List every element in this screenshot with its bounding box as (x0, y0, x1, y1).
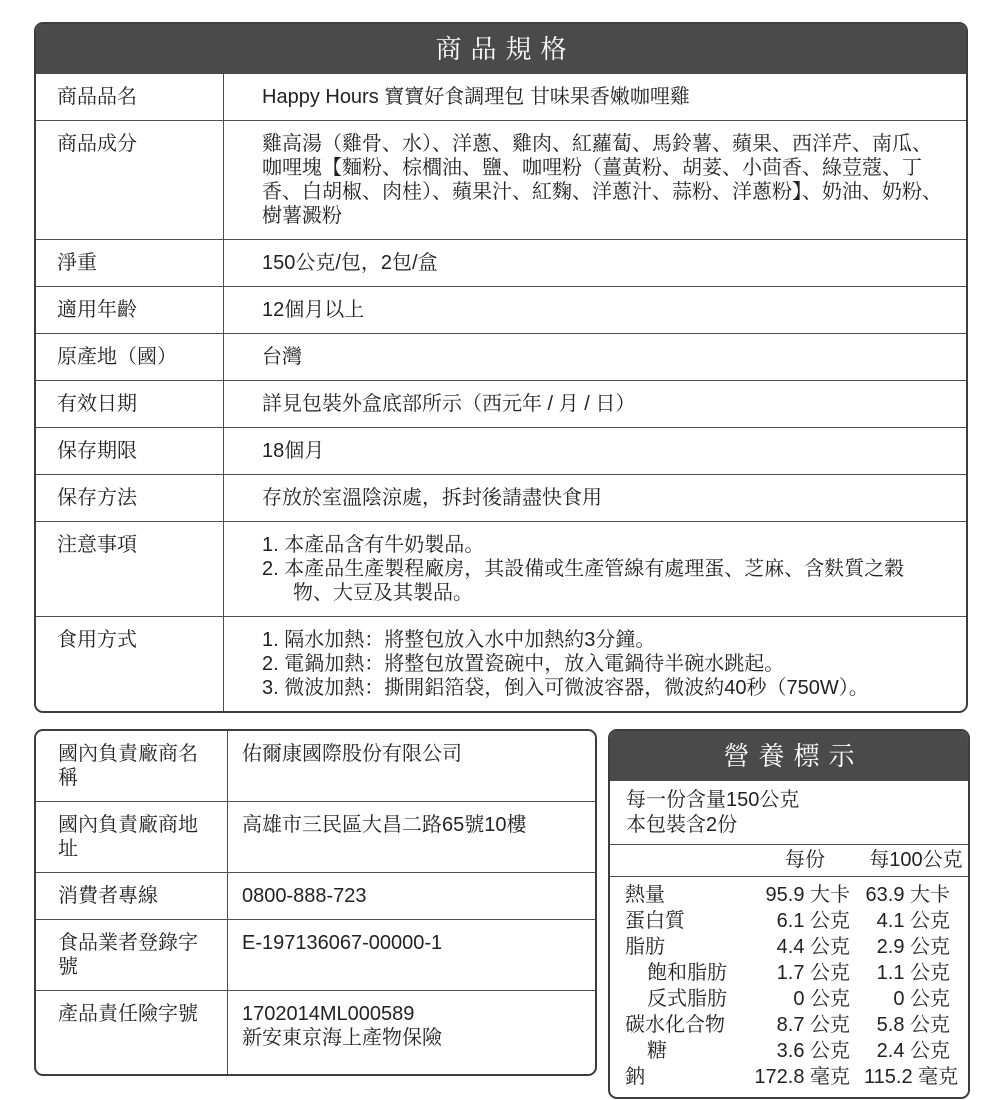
servings-per-pack-line: 本包裝含2份 (626, 814, 738, 836)
company-info-row-label: 國內負責廠商名稱 (36, 731, 228, 801)
spec-row (36, 474, 966, 521)
nutrient-name: 脂肪 (625, 936, 665, 958)
per-100g-value: 5.8 公克 (876, 1014, 950, 1036)
spec-row-content: 台灣 (262, 346, 302, 368)
bottom-section (34, 729, 968, 1099)
per-100g-value: 1.1 公克 (876, 962, 950, 984)
company-info-row (36, 801, 595, 872)
spec-table-title: 商品規格 (36, 24, 966, 74)
nutrition-column-headers (610, 845, 968, 877)
company-info-row (36, 990, 595, 1074)
nutrition-table (608, 729, 970, 1099)
per-serving-value: 3.6 公克 (776, 1040, 850, 1062)
company-info-row (36, 731, 595, 801)
spec-row-label: 有效日期 (36, 381, 224, 427)
spec-row-label: 商品成分 (36, 121, 224, 239)
company-info-rows (36, 731, 595, 1074)
spec-row-label: 原產地（國） (36, 334, 224, 380)
spec-row-line: 1. 隔水加熱：將整包放入水中加熱約3分鐘。 (262, 629, 656, 651)
company-info-table (34, 729, 597, 1076)
spec-row (36, 239, 966, 286)
nutrient-name: 鈉 (625, 1066, 645, 1088)
spec-row-label: 適用年齡 (36, 287, 224, 333)
per-100g-value: 0 公克 (893, 988, 950, 1010)
company-info-row-label: 國內負責廠商地址 (36, 802, 228, 872)
per-100g-value: 2.9 公克 (876, 936, 950, 958)
spec-row (36, 616, 966, 711)
spec-row-line: 3. 微波加熱：撕開鋁箔袋，倒入可微波容器，微波約40秒（750W）。 (262, 677, 869, 699)
spec-row-content (224, 617, 966, 711)
nutrient-name: 蛋白質 (625, 910, 685, 932)
spec-row-content: 18個月 (262, 440, 325, 462)
nutrition-row (610, 1064, 968, 1090)
nutrition-table-title: 營養標示 (610, 731, 968, 781)
nutrition-row (610, 960, 968, 986)
spec-row-content: 詳見包裝外盒底部所示（西元年 / 月 / 日） (262, 393, 636, 415)
nutrient-name: 熱量 (625, 884, 665, 906)
spec-row-content: Happy Hours 寶寶好食調理包 甘味果香嫩咖哩雞 (262, 86, 690, 108)
spec-table-rows (36, 74, 966, 711)
nutrition-serving-info (610, 781, 968, 845)
nutrition-row (610, 986, 968, 1012)
spec-row (36, 333, 966, 380)
nutrient-name: 反式脂肪 (647, 988, 727, 1010)
per-serving-value: 1.7 公克 (776, 962, 850, 984)
spec-row-label: 食用方式 (36, 617, 224, 711)
company-info-row-content: E-197136067-00000-1 (242, 932, 443, 954)
spec-row-content (224, 522, 966, 616)
spec-row-label: 保存期限 (36, 428, 224, 474)
nutrition-row (610, 908, 968, 934)
per-serving-column-header: 每份 (785, 849, 825, 871)
spec-row (36, 74, 966, 120)
spec-row-content: 150公克/包，2包/盒 (262, 252, 438, 274)
per-100g-value: 4.1 公克 (876, 910, 950, 932)
per-serving-value: 0 公克 (793, 988, 850, 1010)
per-100g-value: 2.4 公克 (876, 1040, 950, 1062)
spec-row-content: 雞高湯（雞骨、水）、洋蔥、雞肉、紅蘿蔔、馬鈴薯、蘋果、西洋芹、南瓜、咖哩塊【麵粉、棕櫚油、鹽、咖哩粉（薑黃粉、胡荽、小茴香、綠荳蔻、丁香、白胡椒、肉桂）、蘋果汁、紅麴、洋蔥汁、蒜粉、洋蔥粉】、奶油、奶粉、樹薯澱粉 (262, 133, 942, 227)
nutrition-row (610, 1012, 968, 1038)
per-serving-value: 4.4 公克 (776, 936, 850, 958)
per-serving-value: 8.7 公克 (776, 1014, 850, 1036)
spec-row-line: 2. 本產品生產製程廠房，其設備或生產管線有處理蛋、芝麻、含麩質之穀物、大豆及其製品。 (262, 558, 905, 604)
nutrient-name-column-spacer (610, 845, 746, 876)
nutrition-row (610, 882, 968, 908)
company-info-row-label: 產品責任險字號 (36, 991, 228, 1074)
nutrition-rows (610, 877, 968, 1097)
spec-row (36, 286, 966, 333)
nutrition-row (610, 934, 968, 960)
per-serving-value: 95.9 大卡 (765, 884, 850, 906)
spec-row (36, 427, 966, 474)
product-spec-table (34, 22, 968, 713)
company-info-row-line: 1702014ML000589 (242, 1003, 415, 1025)
company-info-row-label: 消費者專線 (36, 873, 228, 919)
spec-row-label: 淨重 (36, 240, 224, 286)
spec-row-content: 存放於室溫陰涼處，拆封後請盡快食用 (262, 487, 602, 509)
company-info-row-content: 佑爾康國際股份有限公司 (242, 743, 462, 765)
nutrient-name: 糖 (647, 1040, 667, 1062)
per-100g-value: 63.9 大卡 (865, 884, 950, 906)
spec-row-label: 注意事項 (36, 522, 224, 616)
serving-size-line: 每一份含量150公克 (626, 789, 800, 811)
nutrient-name: 碳水化合物 (625, 1014, 725, 1036)
spec-row-line: 1. 本產品含有牛奶製品。 (262, 534, 485, 556)
spec-row-label: 商品品名 (36, 74, 224, 120)
company-info-row-content: 0800-888-723 (242, 885, 367, 907)
spec-row-line: 2. 電鍋加熱：將整包放置瓷碗中，放入電鍋待半碗水跳起。 (262, 653, 785, 675)
company-info-row-line: 新安東京海上產物保險 (242, 1027, 442, 1049)
nutrition-row (610, 1038, 968, 1064)
per-serving-value: 172.8 毫克 (754, 1066, 850, 1088)
spec-row (36, 380, 966, 427)
product-spec-sheet (34, 22, 968, 1099)
per-serving-value: 6.1 公克 (776, 910, 850, 932)
company-info-row-content: 高雄市三民區大昌二路65號10樓 (242, 814, 527, 836)
per-100g-value: 115.2 毫克 (864, 1066, 959, 1088)
company-info-row (36, 919, 595, 990)
spec-row-content: 12個月以上 (262, 299, 365, 321)
nutrient-name: 飽和脂肪 (647, 962, 727, 984)
company-info-row-label: 食品業者登錄字號 (36, 920, 228, 990)
spec-row (36, 120, 966, 239)
company-info-row (36, 872, 595, 919)
per-100g-column-header: 每100公克 (869, 849, 963, 871)
spec-row-label: 保存方法 (36, 475, 224, 521)
company-info-row-content (228, 991, 595, 1074)
spec-row (36, 521, 966, 616)
